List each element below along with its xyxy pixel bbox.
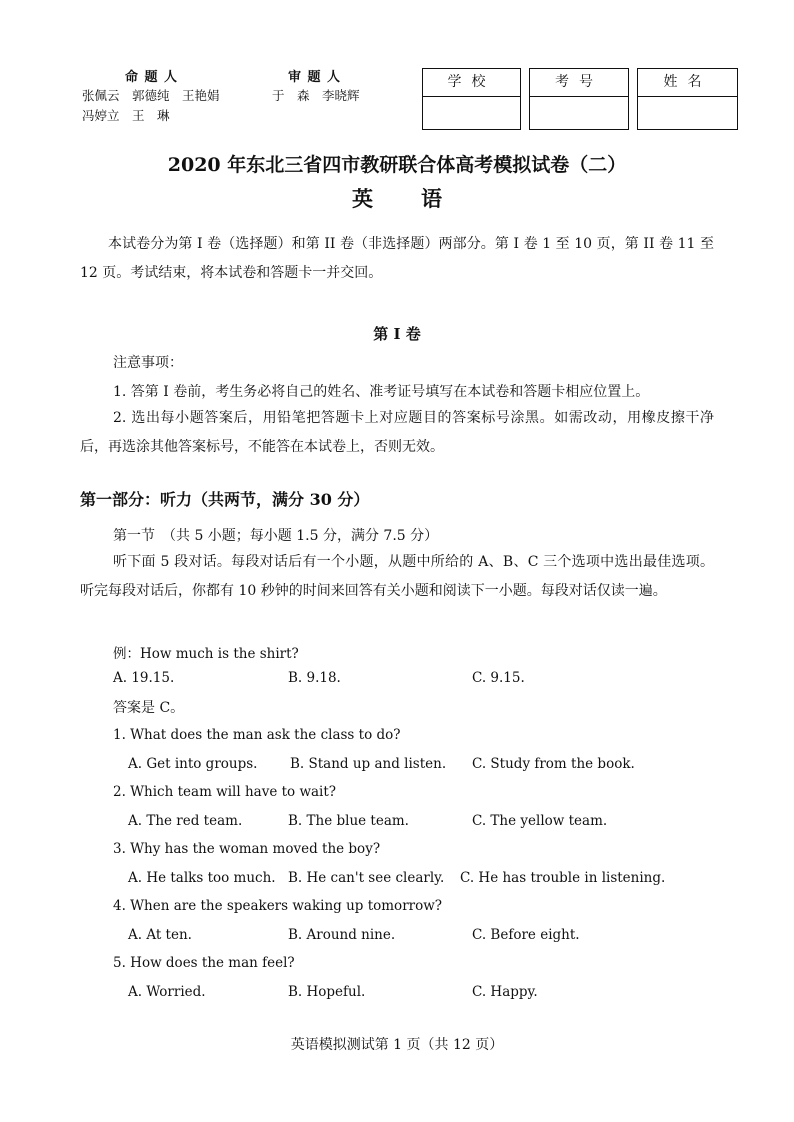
q2-option-a: A. The red team. (128, 813, 243, 829)
q3-option-c: C. He has trouble in listening. (460, 870, 666, 886)
q5-option-c: C. Happy. (472, 984, 538, 1000)
name-box[interactable] (637, 68, 738, 130)
q1-option-a: A. Get into groups. (128, 756, 258, 772)
q3-option-a: A. He talks too much. (128, 870, 276, 886)
question-3: 3. Why has the woman moved the boy? (113, 841, 381, 857)
page-footer: 英语模拟测试第 1 页（共 12 页） (290, 1037, 504, 1053)
part1-title: 第一部分：听力（共两节，满分 30 分） (80, 490, 370, 509)
question-4: 4. When are the speakers waking up tomorrow? (113, 898, 443, 914)
q5-option-a: A. Worried. (128, 984, 206, 1000)
school-label: 学校 (423, 69, 520, 97)
note-1: 1. 答第 I 卷前，考生务必将自己的姓名、准考证号填写在本试卷和答题卡相应位置上。 (113, 384, 650, 400)
exam-number-box[interactable] (529, 68, 629, 130)
question-5: 5. How does the man feel? (113, 955, 295, 971)
q1-option-b: B. Stand up and listen. (290, 756, 447, 772)
question-1: 1. What does the man ask the class to do? (113, 727, 401, 743)
section1-title: 第一节 （共 5 小题；每小题 1.5 分，满分 7.5 分） (113, 528, 439, 544)
q2-option-b: B. The blue team. (288, 813, 409, 829)
q5-option-b: B. Hopeful. (288, 984, 366, 1000)
example-question: 例：How much is the shirt? (113, 646, 299, 662)
example-answer: 答案是 C。 (113, 700, 185, 716)
example-option-b: B. 9.18. (288, 670, 341, 686)
example-option-c: C. 9.15. (472, 670, 525, 686)
name-label: 姓名 (638, 69, 737, 97)
q4-option-a: A. At ten. (128, 927, 192, 943)
volume-heading: 第 I 卷 (373, 325, 421, 343)
setters-line2: 冯婷立 王 琳 (82, 108, 170, 123)
listening-instructions: 听下面 5 段对话。每段对话后有一个小题，从题中所给的 A、B、C 三个选项中选出最佳选项。听完每段对话后，你都有 10 秒钟的时间来回答有关小题和阅读下一小题。每段对话仅读一遍。 (80, 554, 714, 599)
setters-line1: 张佩云 郭德纯 王艳娟 (82, 88, 220, 103)
subject-title: 英语 (352, 186, 490, 211)
page-title: 2020 年东北三省四市教研联合体高考模拟试卷（二） (167, 154, 627, 176)
note-2: 2. 选出每小题答案后，用铅笔把答题卡上对应题目的答案标号涂黑。如需改动，用橡皮擦干净后，再选涂其他答案标号，不能答在本试卷上，否则无效。 (80, 410, 714, 455)
q2-option-c: C. The yellow team. (472, 813, 608, 829)
intro-paragraph: 本试卷分为第 I 卷（选择题）和第 II 卷（非选择题）两部分。第 I 卷 1 至 10 页，第 II 卷 11 至 12 页。考试结束，将本试卷和答题卡一并交回。 (80, 236, 714, 281)
q4-option-c: C. Before eight. (472, 927, 580, 943)
reviewer-label: 审 题 人 (288, 70, 342, 85)
school-box[interactable] (422, 68, 521, 130)
q3-option-b: B. He can't see clearly. (288, 870, 445, 886)
example-option-a: A. 19.15. (113, 670, 175, 686)
notes-heading: 注意事项： (113, 355, 183, 371)
q1-option-c: C. Study from the book. (472, 756, 635, 772)
reviewers: 于 森 李晓辉 (272, 88, 360, 103)
question-2: 2. Which team will have to wait? (113, 784, 337, 800)
setter-label: 命 题 人 (125, 70, 179, 85)
q4-option-b: B. Around nine. (288, 927, 396, 943)
exam-number-label: 考号 (530, 69, 628, 97)
